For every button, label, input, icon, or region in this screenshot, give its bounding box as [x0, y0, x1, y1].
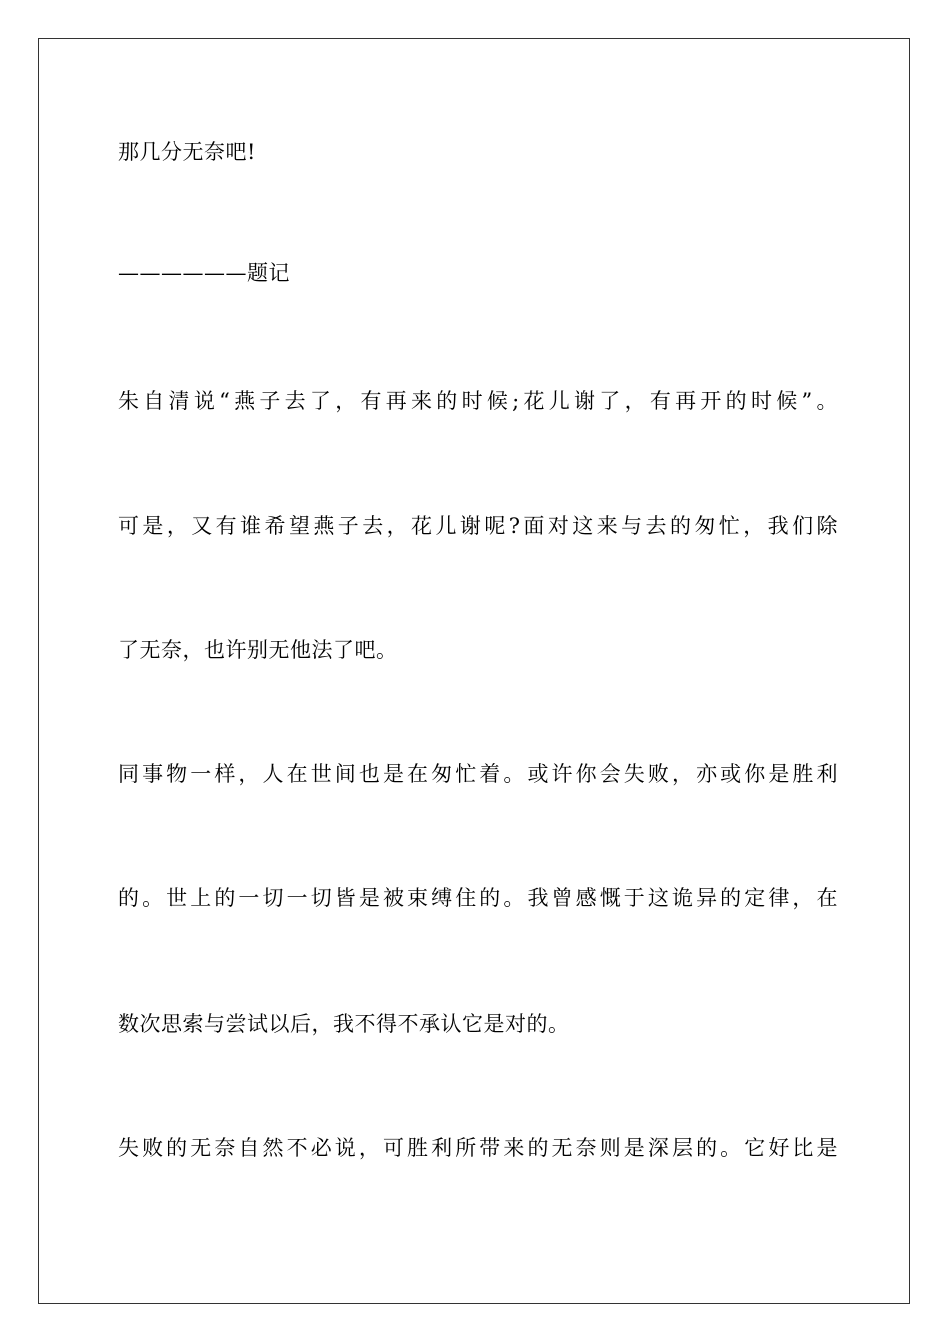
- text-line: 数次思索与尝试以后，我不得不承认它是对的。: [118, 1012, 570, 1036]
- page-frame: [38, 38, 910, 1304]
- text-line: 失败的无奈自然不必说，可胜利所带来的无奈则是深层的。它好比是: [118, 1136, 838, 1160]
- text-line: 可是，又有谁希望燕子去，花儿谢呢?面对这来与去的匆忙，我们除: [118, 514, 838, 538]
- text-line: 的。世上的一切一切皆是被束缚住的。我曾感慨于这诡异的定律，在: [118, 886, 838, 910]
- text-line: 朱自清说“燕子去了，有再来的时候;花儿谢了，有再开的时候”。: [118, 389, 838, 413]
- text-line: 了无奈，也许别无他法了吧。: [118, 638, 398, 662]
- epigraph-attribution: ——————题记: [118, 261, 290, 285]
- text-line: 那几分无奈吧!: [118, 140, 256, 164]
- text-line: 同事物一样，人在世间也是在匆忙着。或许你会失败，亦或你是胜利: [118, 762, 838, 786]
